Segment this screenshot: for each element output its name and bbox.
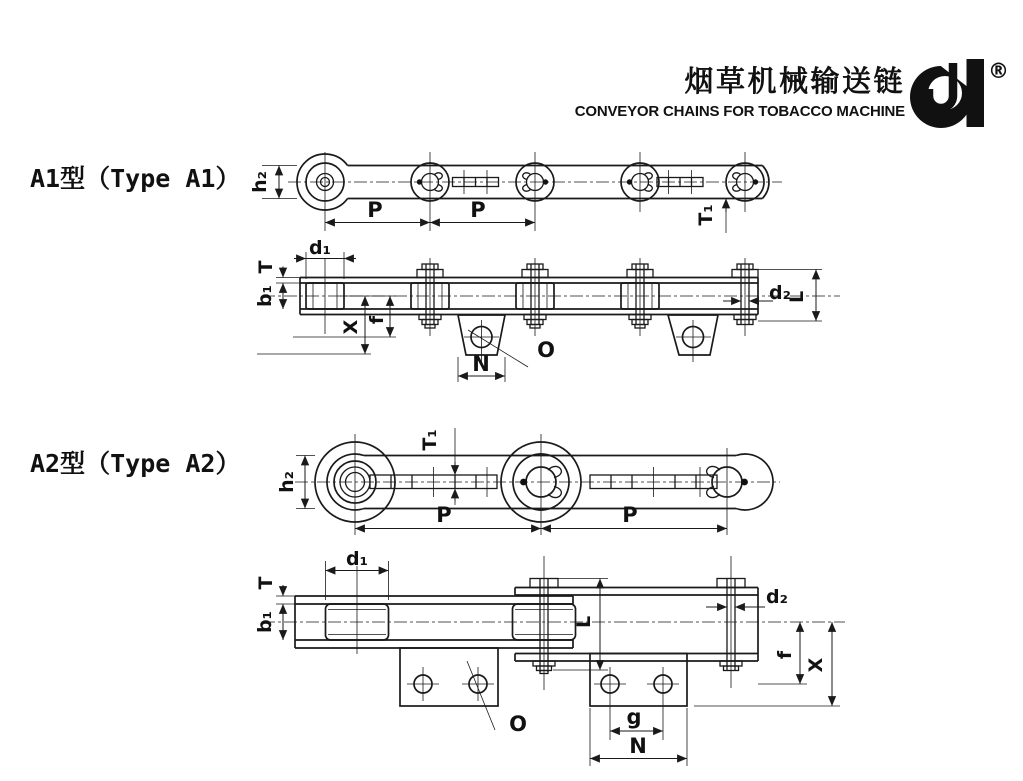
brand-logo-icon (910, 45, 1009, 128)
a2-side-view (254, 548, 845, 766)
section-label-a2: A2型（Type A2） (30, 449, 241, 478)
a2-top-view (276, 428, 780, 535)
a1-dim-h2: h₂ (249, 171, 271, 193)
a2-side-pins-and-fasteners (530, 579, 745, 674)
a1-side-view (254, 237, 840, 382)
a2-dim-l: L (573, 615, 595, 629)
a1-dim-t: T (255, 260, 277, 274)
a2-side-dimensions (254, 548, 840, 766)
a1-dim-f: f (366, 315, 388, 325)
a2-dim-g: g (626, 705, 642, 729)
page-title-english: CONVEYOR CHAINS FOR TOBACCO MACHINE (574, 103, 905, 120)
a2-dim-x: X (805, 657, 827, 673)
a2-dim-h2: h₂ (276, 471, 298, 493)
a1-dim-p2: P (470, 198, 486, 222)
a2-dim-p1: P (436, 503, 452, 527)
section-label-a1: A1型（Type A1） (30, 164, 241, 193)
a2-dim-t1: T₁ (419, 429, 441, 451)
a1-dim-p1: P (367, 198, 383, 222)
a2-dim-d1: d₁ (346, 548, 368, 570)
registered-trademark: ® (988, 59, 1009, 83)
page-title-chinese: 烟草机械输送链 (684, 64, 905, 98)
a2-dim-t: T (255, 576, 277, 590)
a1-dim-n: N (472, 352, 490, 376)
a2-dim-p2: P (622, 503, 638, 527)
a1-dim-x: X (340, 319, 362, 335)
a2-dim-d2: d₂ (766, 586, 788, 608)
a1-side-attachment-brackets (458, 315, 718, 362)
a2-dim-n: N (629, 734, 647, 758)
a2-dim-o: O (509, 712, 527, 736)
a1-dim-d2: d₂ (769, 282, 791, 304)
a2-dim-f: f (774, 650, 796, 660)
logo-stem (967, 59, 985, 127)
a1-dim-l: L (786, 290, 808, 304)
a2-dim-b1: b₁ (254, 611, 276, 633)
a2-side-outer-link-plates (515, 588, 758, 662)
header (575, 45, 1009, 128)
a1-dim-o: O (537, 338, 555, 362)
a1-dim-t1: T₁ (695, 204, 717, 226)
a1-top-view (249, 152, 782, 233)
a1-dim-b1: b₁ (254, 285, 276, 307)
a1-dim-d1: d₁ (309, 237, 331, 259)
